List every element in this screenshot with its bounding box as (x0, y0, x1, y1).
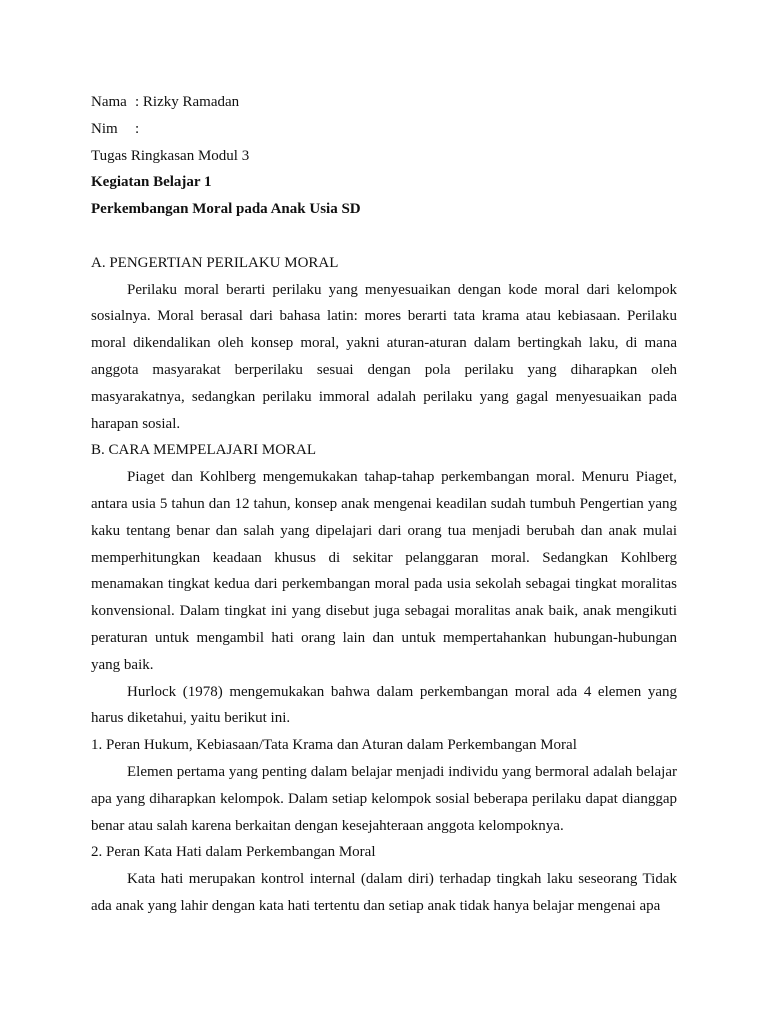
section-b-heading: B. CARA MEMPELAJARI MORAL (91, 442, 317, 459)
section-a-paragraph: Perilaku moral berarti perilaku yang menyesuaikan dengan kode moral dari kelompok sosialnya. Moral berasal dari bahasa latin: mores berarti tata krama atau kebiasaan. Perilaku moral dikendalikan oleh konsep moral, yakni aturan-aturan dalam bertingkah laku, di mana anggota masyarakat berperilaku sesuai dengan pola perilaku yang diharapkan oleh masyarakatnya, sedangkan perilaku immoral adalah perilaku yang gagal menyesuaikan pada harapan sosial. (91, 281, 677, 432)
topic-title: Perkembangan Moral pada Anak Usia SD (91, 201, 361, 218)
section-b-paragraph-1: Piaget dan Kohlberg mengemukakan tahap-tahap perkembangan moral. Menuru Piaget, antara usia 5 tahun dan 12 tahun, konsep anak mengenai keadilan sudah tumbuh Pengertian yang kaku tentang benar dan salah yang dipelajari dari orang tua menjadi berubah dan anak mulai memperhitungkan keadaan khusus di sekitar pelanggaran moral. Sedangkan Kohlberg menamakan tingkat kedua dari perkembangan moral pada usia sekolah sebagai tingkat moralitas konvensional. Dalam tingkat ini yang disebut juga sebagai moralitas anak baik, anak mengikuti peraturan untuk mengambil hati orang lain dan untuk mempertahankan hubungan-hubungan yang baik. (91, 469, 677, 673)
subsection-1-heading: 1. Peran Hukum, Kebiasaan/Tata Krama dan Aturan dalam Perkembangan Moral (91, 737, 577, 754)
section-a-heading: A. PENGERTIAN PERILAKU MORAL (91, 254, 339, 271)
nim-row (91, 116, 677, 143)
name-row (91, 89, 677, 116)
nim-label: Nim (91, 120, 118, 137)
document-page (91, 89, 677, 920)
blank-line (91, 223, 677, 250)
subsection-2-heading: 2. Peran Kata Hati dalam Perkembangan Moral (91, 844, 376, 861)
name-label: Nama (91, 94, 127, 110)
subsection-1-paragraph: Elemen pertama yang penting dalam belajar menjadi individu yang bermoral adalah belajar apa yang diharapkan kelompok. Dalam setiap kelompok sosial beberapa perilaku dapat dianggap benar atau salah karena berkaitan dengan kesejahteraan anggota kelompoknya. (91, 763, 677, 834)
activity-title: Kegiatan Belajar 1 (91, 174, 212, 191)
name-value: : Rizky Ramadan (135, 94, 240, 110)
section-b-paragraph-2: Hurlock (1978) mengemukakan bahwa dalam perkembangan moral ada 4 elemen yang harus diketahui, yaitu berikut ini. (91, 683, 677, 727)
subsection-2-paragraph: Kata hati merupakan kontrol internal (dalam diri) terhadap tingkah laku seseorang Tidak ada anak yang lahir dengan kata hati tertentu dan setiap anak tidak hanya belajar mengenai apa (91, 871, 677, 914)
assignment-title: Tugas Ringkasan Modul 3 (91, 147, 250, 164)
nim-value: : (135, 120, 140, 137)
